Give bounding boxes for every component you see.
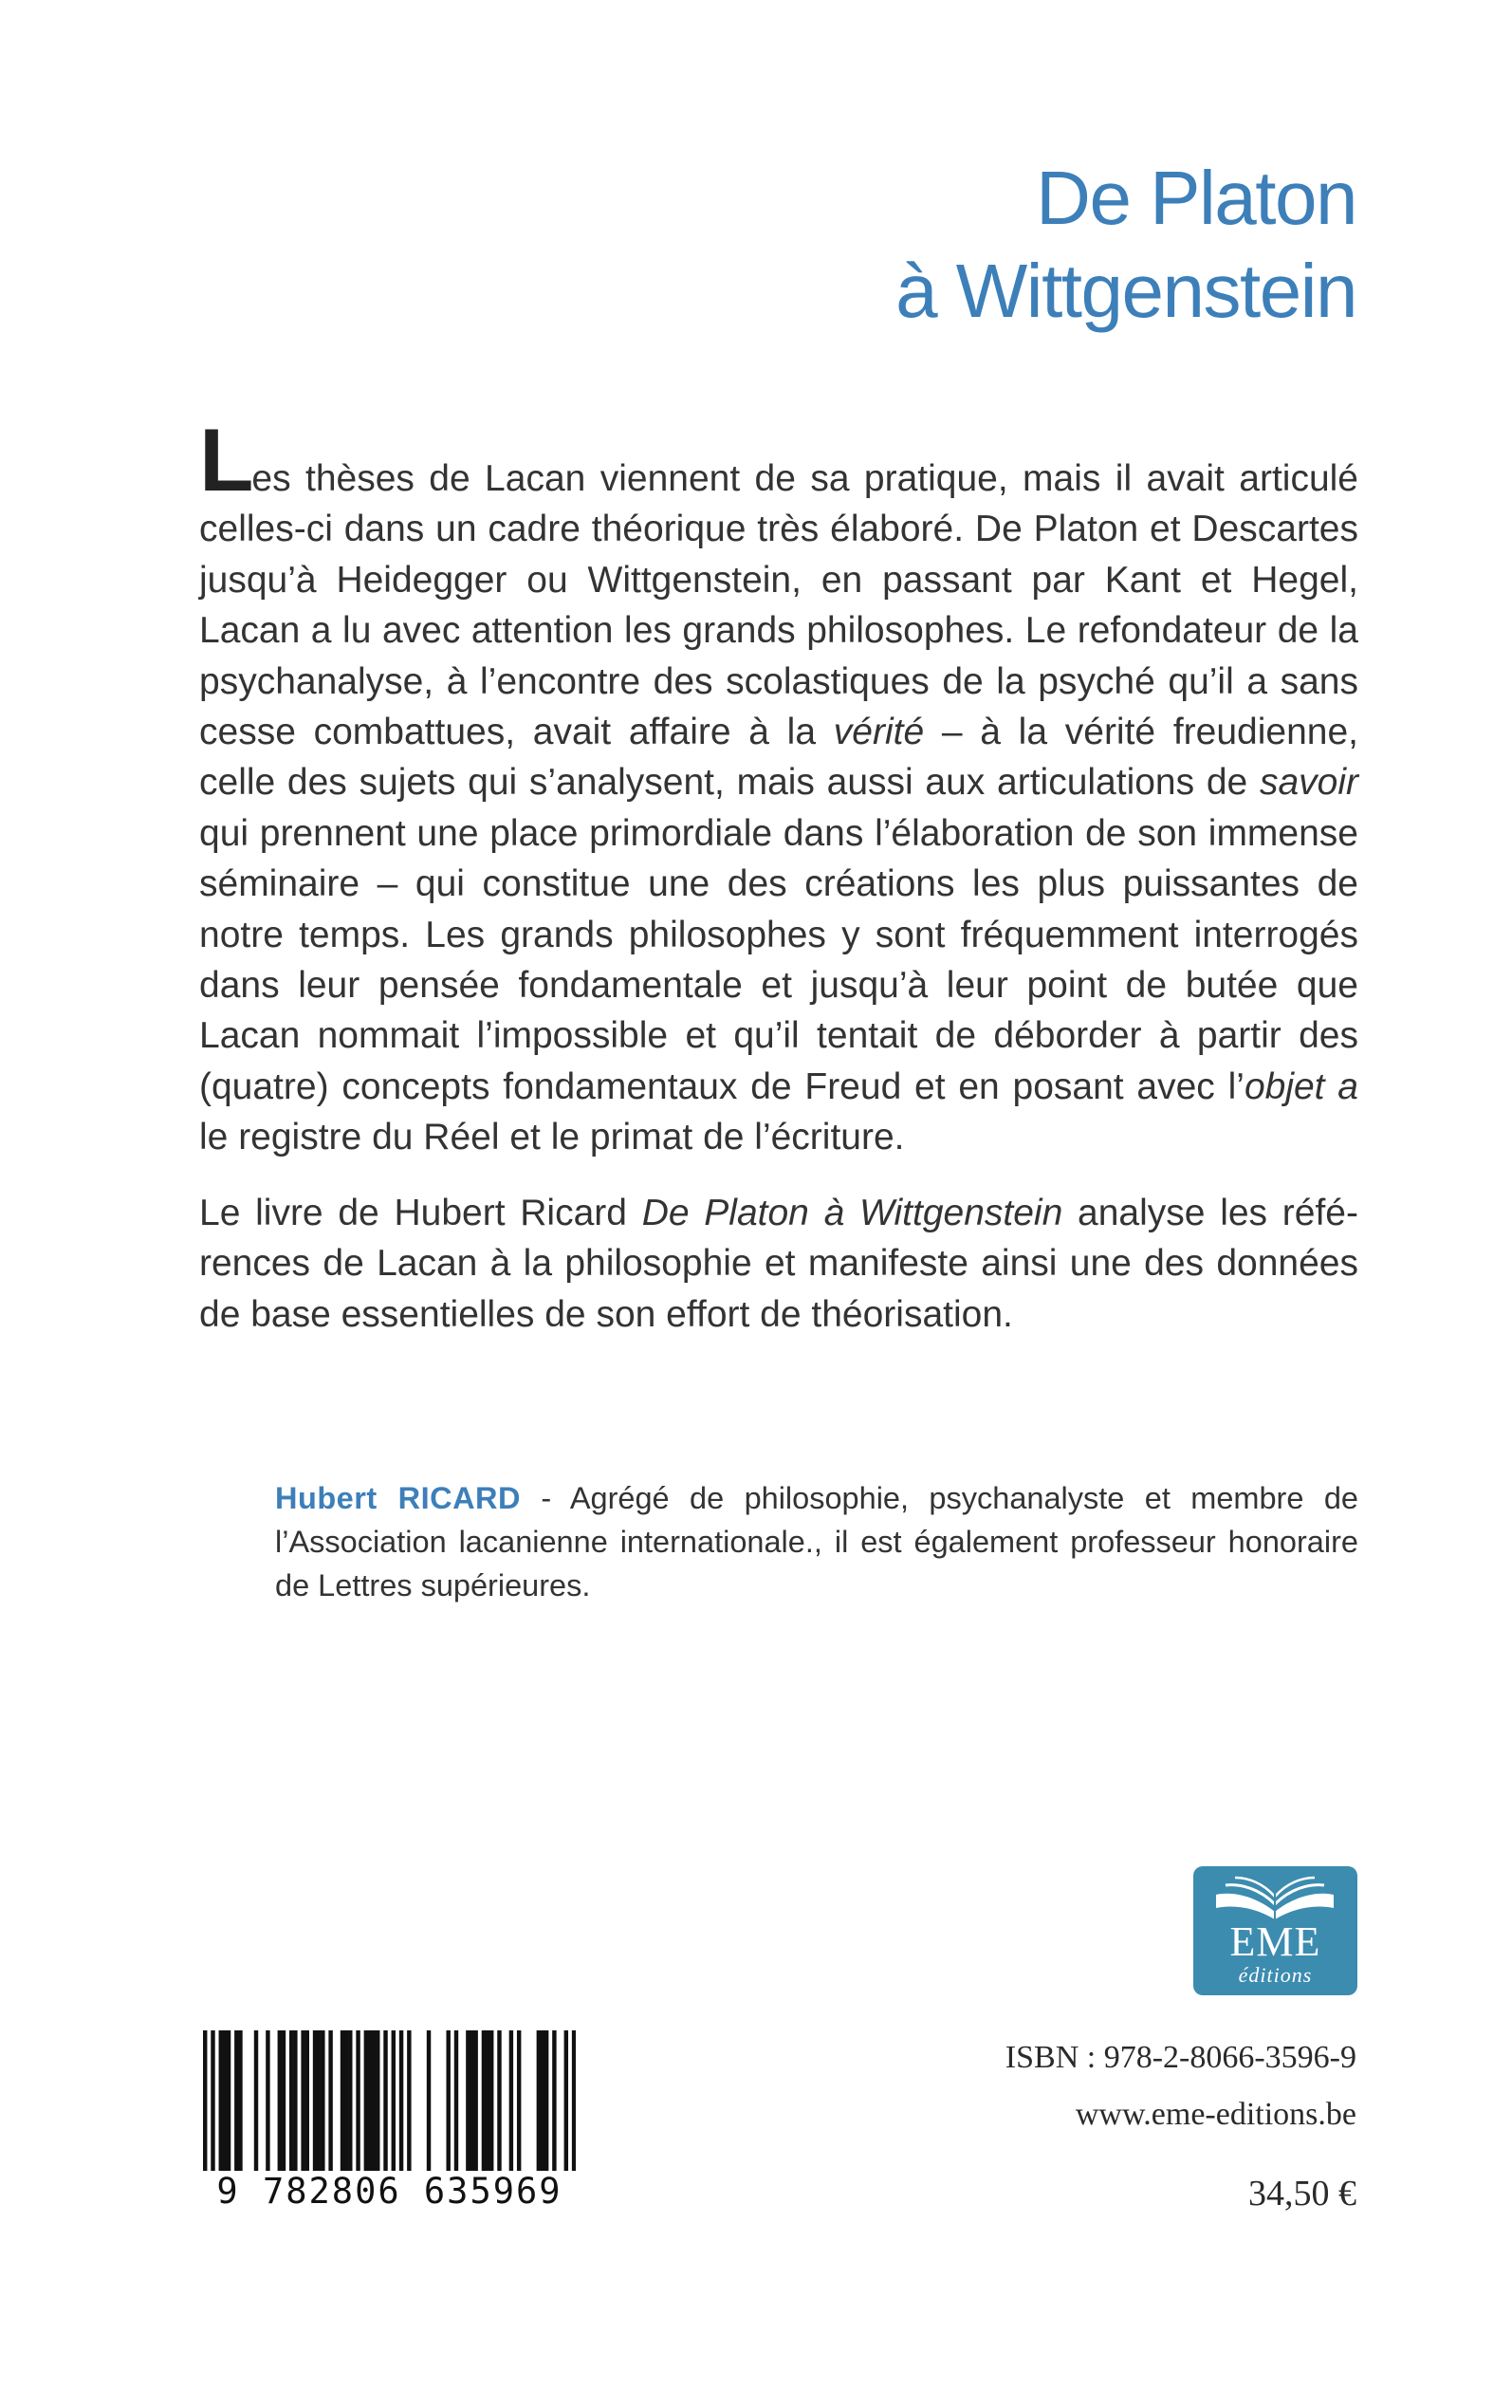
blurb-text: es thèses de Lacan viennent de sa pratique, mais il avait articulé celles-ci dans un cadre théorique très élaboré. De Platon et Descartes jusqu’à Heidegger ou Wittgenstein, en passant par Kant et Hegel, Lacan a lu avec attention les grands philosophes. Le refondateur de la psychanalyse, à l’encontre des scolastiques de la psyché qu’il a sans cesse combattues, avait affaire à la	[199, 458, 1358, 753]
book-title	[895, 152, 1356, 338]
blurb-text: qui prennent une place primordiale dans l’élaboration de son immense séminaire – qui constitue une des créations les plus puissantes de notre temps. Les grands philosophes y sont fréquemment interrogés dans leur pensée fondamentale et jusqu’à leur point de butée que Lacan nommait l’impossible et qu’il tentait de déborder à partir des (quatre) concepts fondamentaux de Freud et en posant avec l’	[199, 812, 1358, 1107]
blurb-paragraph-2	[199, 1188, 1358, 1340]
blurb-text: analyse les références de Lacan à la philosophie et manifeste ainsi une des données de base essentielles de son effort de théorisation.	[199, 1192, 1358, 1335]
blurb-text: – à la vérité freudienne, celle des sujets qui s’analysent, mais aussi aux articulations de	[199, 712, 1358, 804]
isbn: ISBN : 978-2-8066-3596-9	[1005, 2040, 1356, 2075]
logo-subtitle: éditions	[1238, 1963, 1313, 1987]
publisher-website[interactable]: www.eme-editions.be	[1075, 2097, 1356, 2132]
author-bio-text: Agrégé de philosophie, psychanalyste et membre de l’Association lacanienne internationale., il est également professeur honoraire de Lettres supérieures.	[275, 1481, 1358, 1602]
publisher-logo	[1193, 1866, 1357, 1995]
barcode-digits: 9 782806 635969	[203, 2171, 576, 2212]
back-cover-blurb	[199, 410, 1358, 1340]
author-name: Hubert RICARD	[275, 1481, 521, 1515]
blurb-text: Le livre de Hubert Ricard	[199, 1192, 642, 1233]
blurb-emphasis: vérité	[833, 712, 925, 753]
blurb-text: le registre du Réel et le primat de l’écriture.	[199, 1117, 905, 1158]
blurb-emphasis: De Platon à Wittgenstein	[641, 1192, 1063, 1233]
drop-cap: L	[199, 410, 252, 509]
title-line-1: De Platon	[1036, 156, 1356, 240]
author-bio	[275, 1476, 1358, 1607]
blurb-emphasis: objet a	[1244, 1065, 1358, 1107]
price: 34,50 €	[1248, 2174, 1356, 2214]
author-separator: -	[521, 1481, 570, 1515]
logo-wordmark: EME	[1229, 1918, 1321, 1965]
title-line-2: à Wittgenstein	[895, 249, 1356, 333]
open-book-icon	[1193, 1866, 1357, 1923]
blurb-paragraph-1	[199, 410, 1358, 1163]
blurb-emphasis: savoir	[1259, 762, 1358, 804]
